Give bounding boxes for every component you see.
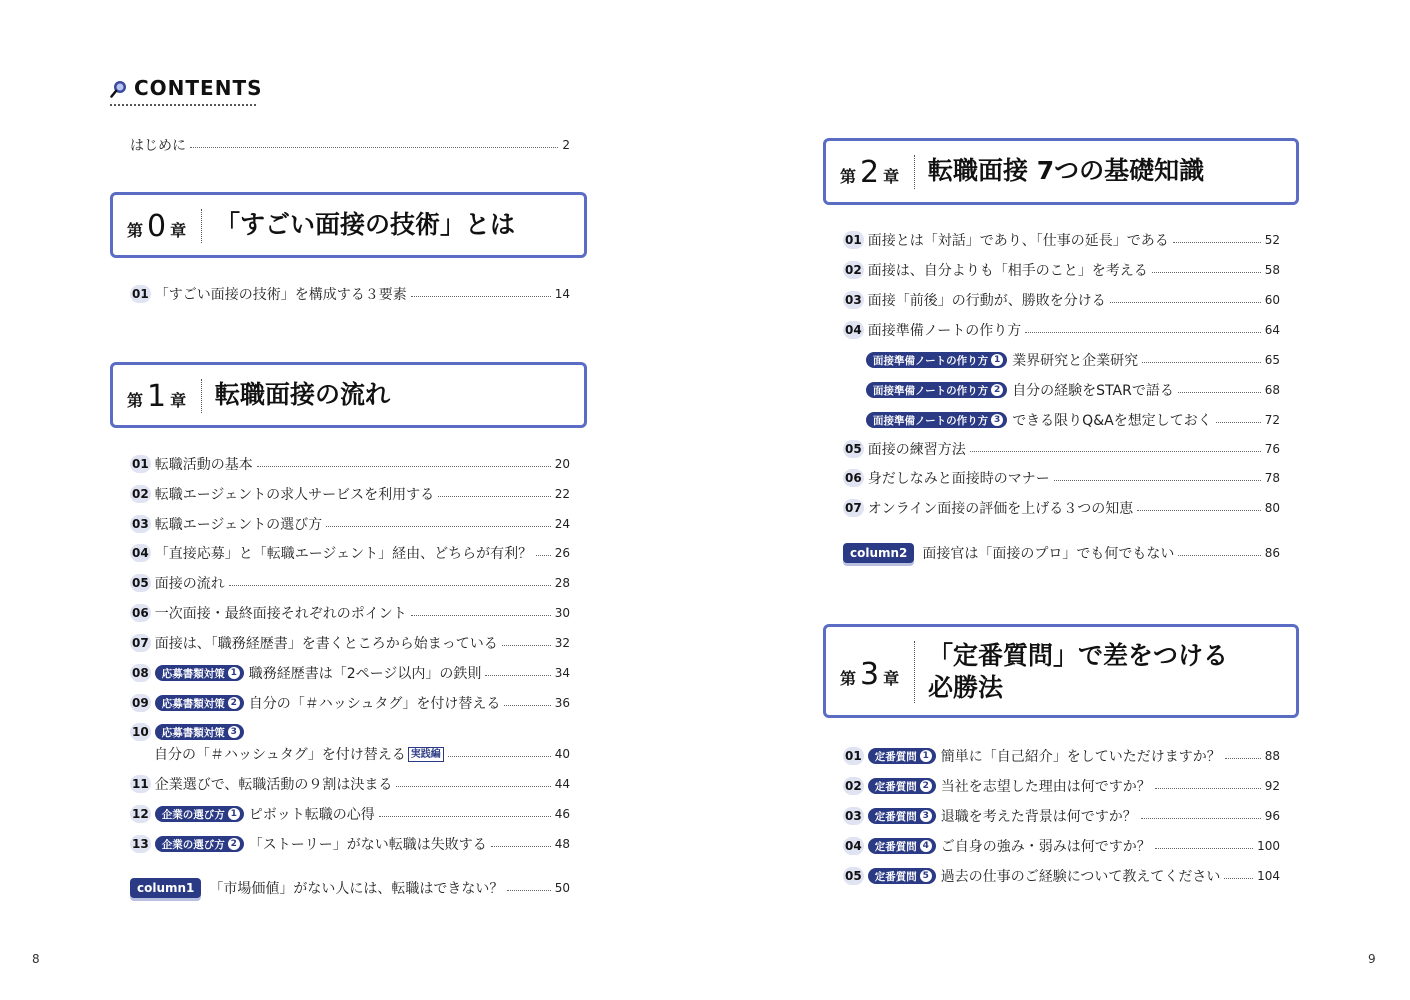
leader-dots (491, 846, 551, 847)
toc-page: 46 (554, 807, 570, 821)
page-number-right: 9 (1368, 952, 1376, 966)
toc-row[interactable] (843, 865, 1280, 887)
toc-page: 78 (1264, 471, 1280, 485)
toc-row[interactable] (843, 805, 1280, 827)
category-tag: 応募書類対策 3 (155, 724, 244, 740)
toc-text: できる限りQ&Aを想定しておく (1012, 413, 1212, 429)
toc-page: 65 (1264, 353, 1280, 367)
leader-dots (411, 615, 551, 616)
toc-text: 面接「前後」の行動が、勝敗を分ける (867, 293, 1106, 309)
item-number: 04 (845, 323, 862, 337)
leader-dots (504, 705, 550, 706)
chapter-3-title-line1: 「定番質問」で差をつける (928, 641, 1229, 670)
leader-dots (448, 756, 551, 757)
toc-text: 面接準備ノートの作り方 (867, 323, 1022, 339)
category-tag: 企業の選び方 1 (155, 806, 244, 822)
leader-dots (1225, 758, 1261, 759)
item-number: 05 (845, 869, 862, 883)
leader-dots (438, 496, 551, 497)
toc-page: 14 (554, 287, 570, 301)
toc-page: 34 (554, 666, 570, 680)
toc-page: 48 (554, 837, 570, 851)
magnifier-icon (110, 80, 128, 98)
toc-text: 面接の練習方法 (867, 442, 966, 458)
toc-page: 96 (1264, 809, 1280, 823)
toc-row[interactable] (843, 497, 1280, 519)
divider (914, 641, 915, 703)
leader-dots (1155, 788, 1261, 789)
leader-dots (229, 585, 551, 586)
leader-dots (1141, 818, 1261, 819)
toc-row[interactable] (130, 513, 570, 535)
item-number: 10 (132, 725, 149, 739)
category-tag: 応募書類対策 2 (155, 695, 244, 711)
toc-row-intro[interactable] (130, 134, 570, 156)
item-number: 07 (845, 501, 862, 515)
toc-text: 職務経歴書は「2ページ以内」の鉄則 (248, 666, 482, 682)
contents-header (110, 74, 263, 106)
toc-page: 36 (554, 696, 570, 710)
toc-row[interactable] (130, 283, 570, 305)
toc-page: 104 (1257, 869, 1280, 883)
category-tag: 定番質問 5 (868, 868, 936, 884)
toc-text: ご自身の強み・弱みは何ですか？ (940, 839, 1151, 855)
category-tag: 定番質問 3 (868, 808, 936, 824)
toc-text: 転職エージェントの求人サービスを利用する (154, 487, 435, 503)
category-tag: 面接準備ノートの作り方 1 (866, 352, 1007, 368)
toc-row[interactable] (130, 453, 570, 475)
toc-page: 88 (1264, 749, 1280, 763)
page-number-left: 8 (32, 952, 40, 966)
item-number: 04 (132, 546, 149, 560)
category-tag: 応募書類対策 1 (155, 665, 244, 681)
toc-row-column[interactable] (843, 542, 1280, 564)
toc-page: 80 (1264, 501, 1280, 515)
leader-dots (411, 296, 551, 297)
item-number: 07 (132, 636, 149, 650)
toc-page: 92 (1264, 779, 1280, 793)
toc-text: 一次面接・最終面接それぞれのポイント (154, 606, 407, 622)
toc-text: 当社を志望した理由は何ですか？ (940, 779, 1151, 795)
toc-row[interactable] (843, 289, 1280, 311)
toc-row[interactable] (843, 745, 1280, 767)
category-tag: 定番質問 2 (868, 778, 936, 794)
divider (201, 209, 202, 243)
chapter-0-label: 第 0 章 (127, 209, 187, 244)
item-number: 05 (845, 442, 862, 456)
toc-text: 簡単に「自己紹介」をしていただけますか？ (940, 749, 1221, 765)
item-number: 02 (845, 263, 862, 277)
toc-page: 28 (554, 576, 570, 590)
item-number: 12 (132, 807, 149, 821)
toc-row[interactable] (843, 229, 1280, 251)
toc-row[interactable] (843, 775, 1280, 797)
toc-page: 76 (1264, 442, 1280, 456)
chapter-1-box (110, 362, 587, 428)
toc-row[interactable] (154, 743, 570, 765)
toc-row[interactable] (130, 632, 570, 654)
toc-row[interactable] (843, 467, 1280, 489)
leader-dots (1178, 555, 1260, 556)
practice-badge: 実践編 (408, 747, 444, 762)
toc-row[interactable] (843, 319, 1280, 341)
chapter-3-title-line2: 必勝法 (928, 673, 1004, 702)
toc-page: 52 (1264, 233, 1280, 247)
leader-dots (1224, 878, 1253, 879)
toc-row[interactable] (843, 835, 1280, 857)
chapter-0-title: 「すごい面接の技術」とは (215, 210, 516, 239)
leader-dots (1142, 362, 1261, 363)
toc-row[interactable] (130, 692, 570, 714)
chapter-2-title: 転職面接 7つの基礎知識 (928, 156, 1205, 185)
toc-text: ピボット転職の心得 (248, 807, 375, 823)
divider (914, 155, 915, 189)
leader-dots (1152, 272, 1261, 273)
item-number: 01 (132, 457, 149, 471)
leader-dots (485, 675, 550, 676)
toc-text: 自分の「＃ハッシュタグ」を付け替える (248, 696, 501, 712)
toc-text: はじめに (130, 138, 186, 154)
toc-page: 40 (554, 747, 570, 761)
toc-row[interactable] (130, 572, 570, 594)
toc-row-head[interactable] (130, 721, 570, 743)
item-number: 08 (132, 666, 149, 680)
category-tag: 定番質問 4 (868, 838, 936, 854)
item-number: 01 (845, 233, 862, 247)
chapter-3-box (823, 624, 1299, 718)
item-number: 03 (845, 809, 862, 823)
chapter-2-label: 第 2 章 (840, 155, 900, 190)
contents-title: CONTENTS (134, 76, 263, 100)
category-tag: 企業の選び方 2 (155, 836, 244, 852)
leader-dots (1025, 332, 1260, 333)
toc-row-sub[interactable] (866, 379, 1280, 401)
item-number: 04 (845, 839, 862, 853)
toc-page: 100 (1257, 839, 1280, 853)
item-number: 09 (132, 696, 149, 710)
item-number: 02 (845, 779, 862, 793)
leader-dots (1173, 242, 1261, 243)
toc-text: 「すごい面接の技術」を構成する３要素 (154, 287, 407, 303)
item-number: 03 (132, 517, 149, 531)
column-badge: column1 (130, 878, 201, 898)
chapter-0-box (110, 192, 587, 258)
toc-text: 面接とは「対話」であり、「仕事の延長」である (867, 233, 1169, 249)
toc-text: 「ストーリー」がない転職は失敗する (248, 837, 487, 853)
item-number: 06 (845, 471, 862, 485)
item-number: 11 (132, 777, 149, 791)
leader-dots (1216, 422, 1261, 423)
toc-page: 26 (554, 546, 570, 560)
toc-text: 自分の「＃ハッシュタグ」を付け替える (154, 747, 406, 763)
toc-row-sub[interactable] (866, 409, 1280, 431)
column-badge: column2 (843, 543, 914, 563)
toc-text: 業界研究と企業研究 (1012, 353, 1139, 369)
toc-text: 身だしなみと面接時のマナー (867, 471, 1050, 487)
toc-page: 24 (554, 517, 570, 531)
toc-page: 30 (554, 606, 570, 620)
chapter-1-label: 第 1 章 (127, 379, 187, 414)
item-number: 06 (132, 606, 149, 620)
toc-text: 「市場価値」がない人には、転職はできない？ (209, 881, 504, 897)
leader-dots (536, 555, 551, 556)
leader-dots (326, 526, 551, 527)
toc-text: 面接の流れ (154, 576, 225, 592)
item-number: 02 (132, 487, 149, 501)
toc-page: 72 (1264, 413, 1280, 427)
toc-page: 68 (1264, 383, 1280, 397)
leader-dots (1137, 510, 1260, 511)
toc-row-column[interactable] (130, 877, 570, 899)
toc-row[interactable] (843, 438, 1280, 460)
chapter-2-box (823, 138, 1299, 205)
toc-text: 過去の仕事のご経験について教えてください (940, 869, 1221, 885)
toc-page: 58 (1264, 263, 1280, 277)
leader-dots (1110, 302, 1261, 303)
toc-row[interactable] (130, 773, 570, 795)
item-number: 01 (845, 749, 862, 763)
toc-page: 22 (554, 487, 570, 501)
toc-text: 「直接応募」と「転職エージェント」経由、どちらが有利？ (154, 546, 533, 562)
toc-row[interactable] (130, 542, 570, 564)
toc-page: 64 (1264, 323, 1280, 337)
toc-text: 転職活動の基本 (154, 457, 253, 473)
toc-page: 32 (554, 636, 570, 650)
leader-dots (379, 816, 551, 817)
toc-page: 50 (554, 881, 570, 895)
toc-row[interactable] (130, 803, 570, 825)
toc-page: 44 (554, 777, 570, 791)
leader-dots (970, 451, 1261, 452)
toc-row-sub[interactable] (866, 349, 1280, 371)
toc-row[interactable] (130, 483, 570, 505)
toc-page: 2 (562, 138, 570, 152)
toc-page: 60 (1264, 293, 1280, 307)
toc-text: 企業選びで、転職活動の９割は決まる (154, 777, 393, 793)
toc-row[interactable] (130, 662, 570, 684)
toc-text: 面接は、自分よりも「相手のこと」を考える (867, 263, 1148, 279)
toc-text: 面接は、「職務経歴書」を書くところから始まっている (154, 636, 498, 652)
leader-dots (257, 466, 551, 467)
chapter-1-title: 転職面接の流れ (215, 380, 391, 409)
toc-page: 20 (554, 457, 570, 471)
toc-text: 面接官は「面接のプロ」でも何でもない (922, 546, 1175, 562)
leader-dots (502, 645, 551, 646)
item-number: 13 (132, 837, 149, 851)
toc-text: オンライン面接の評価を上げる３つの知恵 (867, 501, 1134, 517)
toc-row[interactable] (130, 602, 570, 624)
category-tag: 面接準備ノートの作り方 2 (866, 382, 1007, 398)
toc-row[interactable] (130, 833, 570, 855)
category-tag: 定番質問 1 (868, 748, 936, 764)
item-number: 05 (132, 576, 149, 590)
category-tag: 面接準備ノートの作り方 3 (866, 412, 1007, 428)
leader-dots (1155, 848, 1253, 849)
divider (201, 379, 202, 413)
toc-text: 自分の経験をSTARで語る (1012, 383, 1174, 399)
toc-page: 86 (1264, 546, 1280, 560)
leader-dots (1178, 392, 1261, 393)
toc-row[interactable] (843, 259, 1280, 281)
item-number: 01 (132, 287, 149, 301)
leader-dots (396, 786, 550, 787)
item-number: 03 (845, 293, 862, 307)
leader-dots (507, 890, 550, 891)
toc-text: 退職を考えた背景は何ですか？ (940, 809, 1137, 825)
toc-text: 転職エージェントの選び方 (154, 517, 323, 533)
chapter-3-label: 第 3 章 (840, 657, 900, 692)
leader-dots (1054, 480, 1261, 481)
leader-dots (190, 147, 558, 148)
